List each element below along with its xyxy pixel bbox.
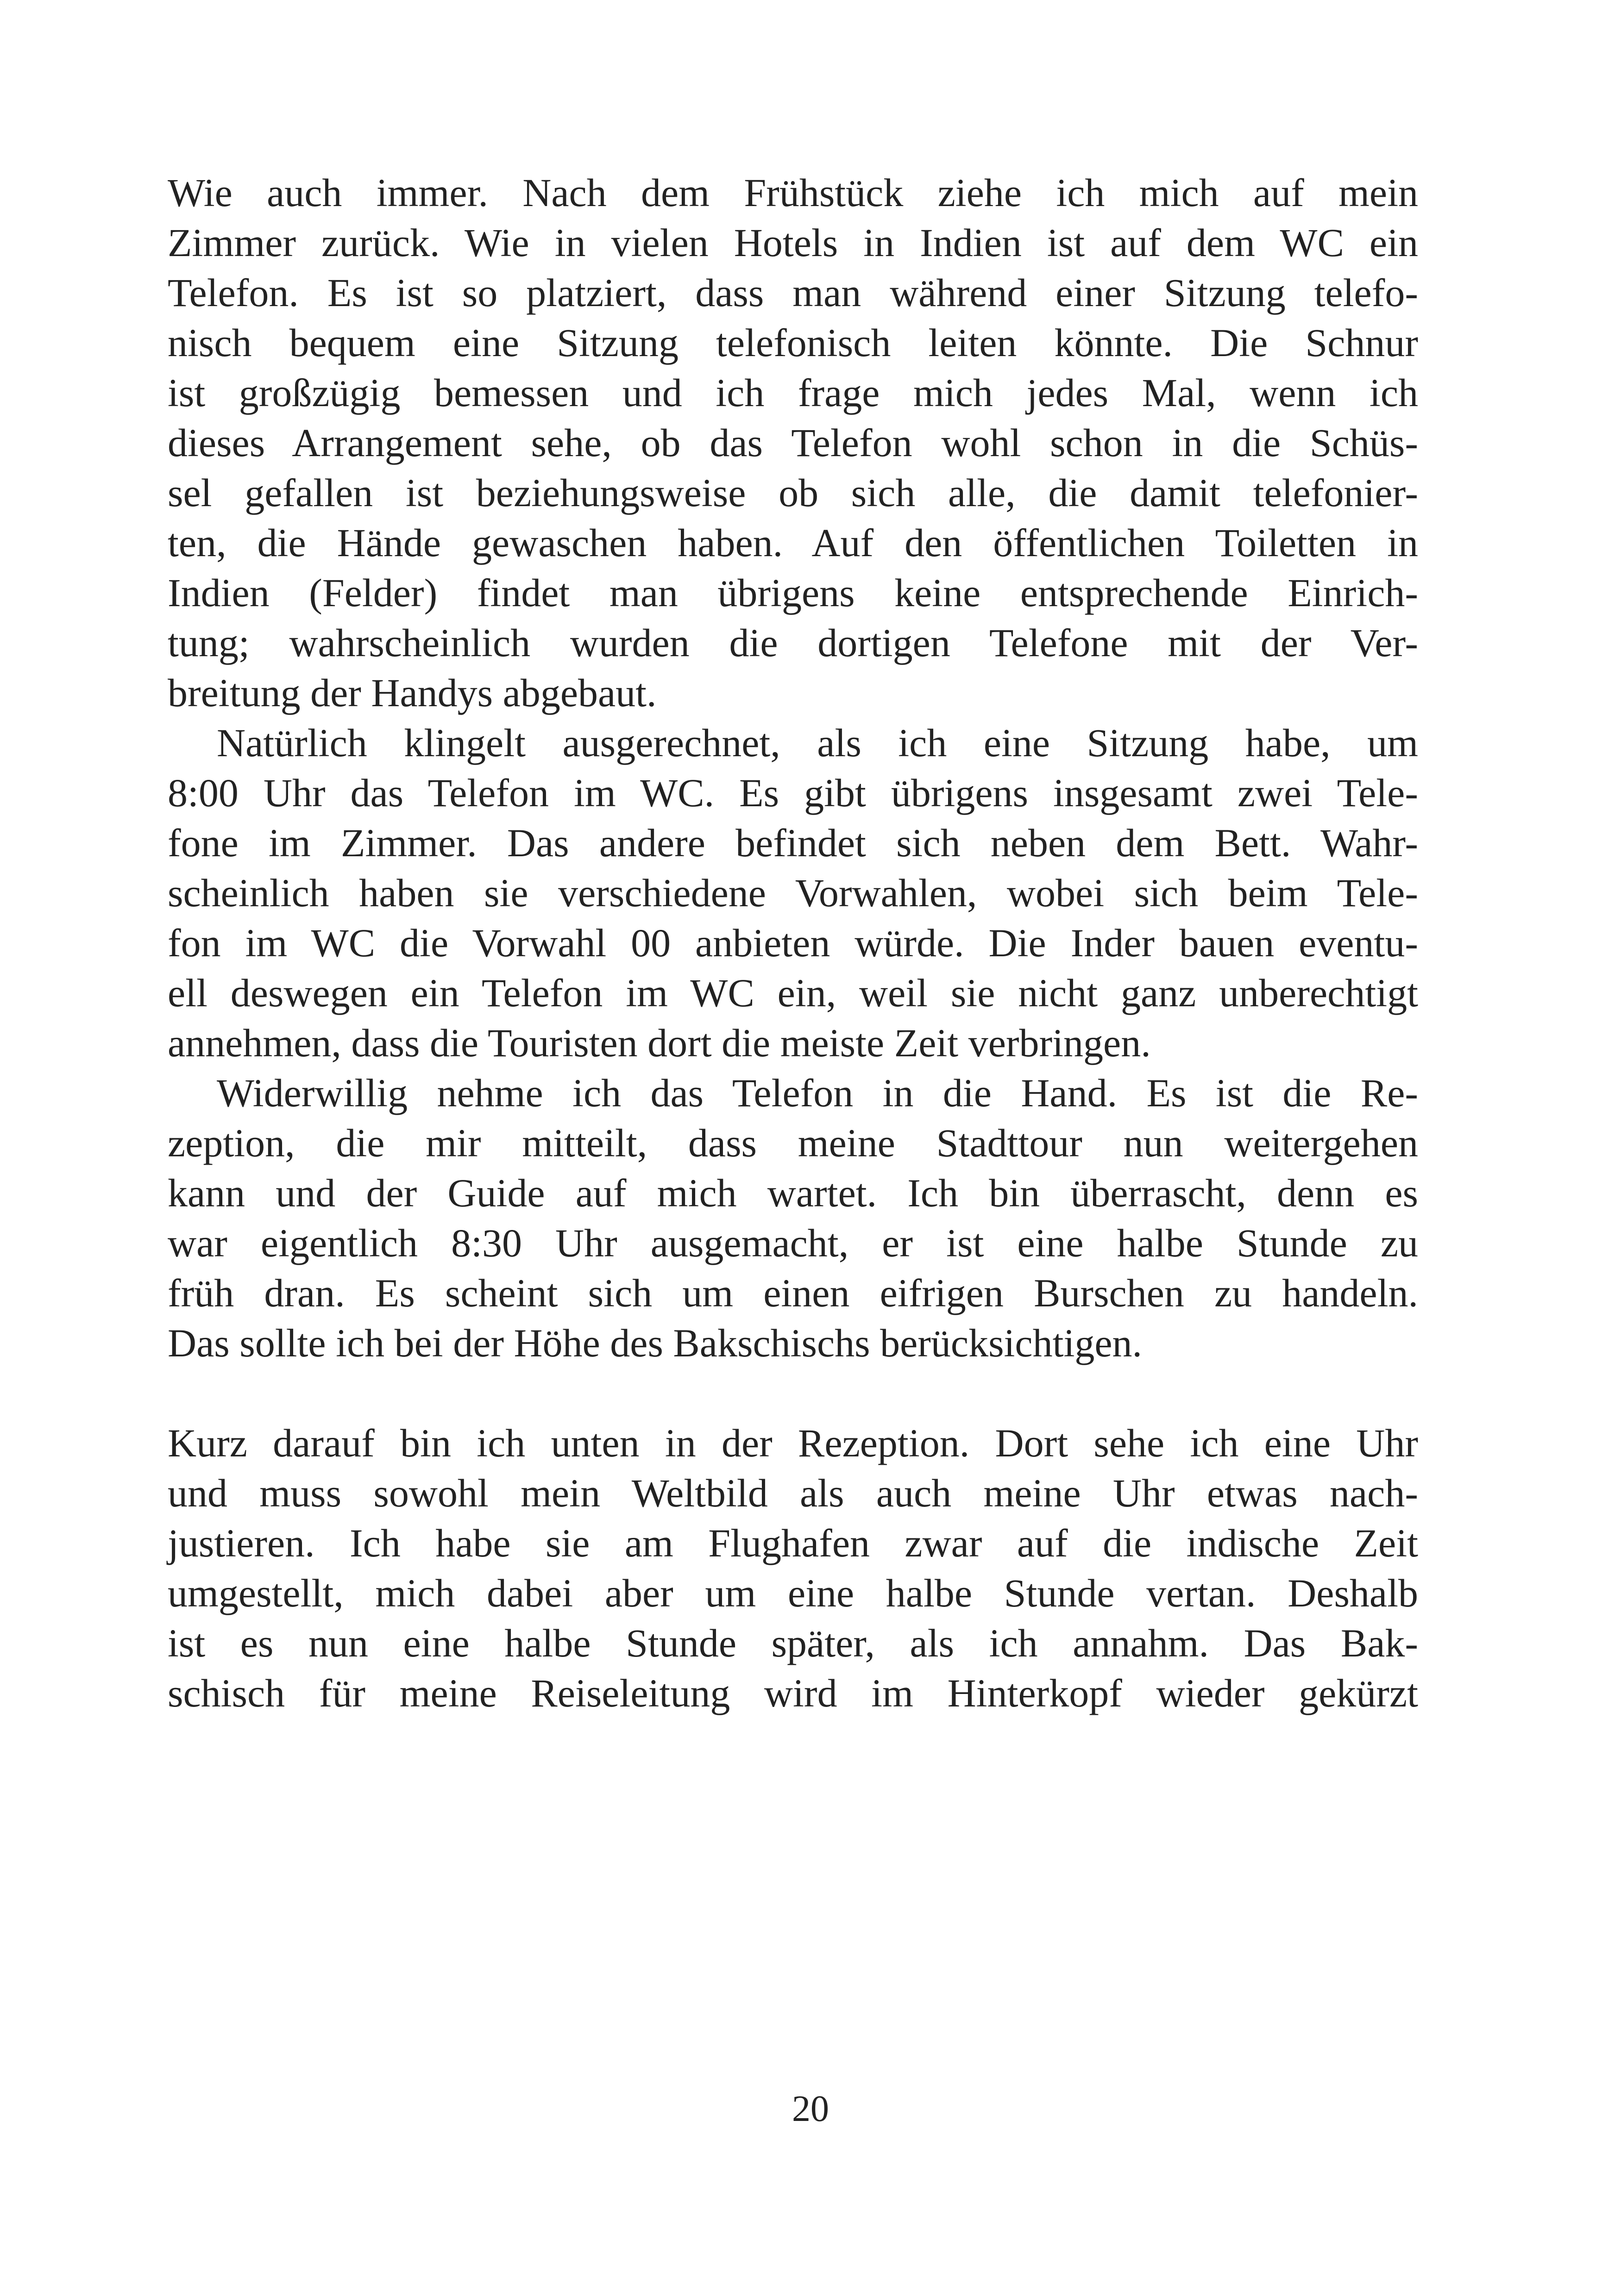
paragraph [168, 1418, 1418, 1718]
section-break [168, 1368, 1418, 1418]
text-line: Widerwillig nehme ich das Telefon in die Hand. Es ist die Re- [217, 1071, 1418, 1115]
text-line: scheinlich haben sie verschiedene Vorwahlen, wobei sich beim Tele- [168, 871, 1418, 915]
page-number: 20 [792, 2089, 829, 2129]
text-line: annehmen, dass die Touristen dort die meiste Zeit verbringen. [168, 1021, 1151, 1065]
text-line: Kurz darauf bin ich unten in der Rezeption. Dort sehe ich eine Uhr [168, 1421, 1418, 1465]
text-line: ell deswegen ein Telefon im WC ein, weil sie nicht ganz unberechtigt [168, 971, 1418, 1015]
text-line: tung; wahrscheinlich wurden die dortigen Telefone mit der Ver- [168, 621, 1418, 665]
text-line: sel gefallen ist beziehungsweise ob sich alle, die damit telefonier- [168, 470, 1418, 515]
text-line: nisch bequem eine Sitzung telefonisch leiten könnte. Die Schnur [168, 320, 1418, 365]
paragraph [168, 1068, 1418, 1368]
text-line: zeption, die mir mitteilt, dass meine Stadttour nun weitergehen [168, 1121, 1418, 1165]
text-line: schisch für meine Reiseleitung wird im Hinterkopf wieder gekürzt [168, 1671, 1418, 1715]
text-line: und muss sowohl mein Weltbild als auch meine Uhr etwas nach- [168, 1471, 1418, 1515]
text-line: Telefon. Es ist so platziert, dass man während einer Sitzung telefo- [168, 270, 1418, 315]
text-line: war eigentlich 8:30 Uhr ausgemacht, er ist eine halbe Stunde zu [168, 1221, 1418, 1265]
text-line: Natürlich klingelt ausgerechnet, als ich eine Sitzung habe, um [217, 721, 1418, 765]
paragraph [168, 718, 1418, 1068]
text-line: kann und der Guide auf mich wartet. Ich bin überrascht, denn es [168, 1171, 1418, 1215]
text-line: Das sollte ich bei der Höhe des Bakschischs berücksichtigen. [168, 1321, 1143, 1365]
text-line: Indien (Felder) findet man übrigens keine entsprechende Einrich- [168, 571, 1418, 615]
text-line: 8:00 Uhr das Telefon im WC. Es gibt übrigens insgesamt zwei Tele- [168, 771, 1418, 815]
text-line: fon im WC die Vorwahl 00 anbieten würde. Die Inder bauen eventu- [168, 921, 1418, 965]
text-line: justieren. Ich habe sie am Flughafen zwar auf die indische Zeit [168, 1521, 1418, 1565]
text-line: ist großzügig bemessen und ich frage mich jedes Mal, wenn ich [168, 370, 1418, 415]
text-line: früh dran. Es scheint sich um einen eifrigen Burschen zu handeln. [168, 1271, 1418, 1315]
text-line: ist es nun eine halbe Stunde später, als ich annahm. Das Bak- [168, 1621, 1418, 1665]
body-text [168, 168, 1418, 1718]
text-line: Zimmer zurück. Wie in vielen Hotels in Indien ist auf dem WC ein [168, 220, 1418, 265]
text-line: breitung der Handys abgebaut. [168, 671, 657, 715]
text-line: umgestellt, mich dabei aber um eine halbe Stunde vertan. Deshalb [168, 1571, 1418, 1615]
paragraph [168, 168, 1418, 718]
text-line: ten, die Hände gewaschen haben. Auf den öffentlichen Toiletten in [168, 521, 1418, 565]
text-line: fone im Zimmer. Das andere befindet sich neben dem Bett. Wahr- [168, 821, 1418, 865]
text-line: Wie auch immer. Nach dem Frühstück ziehe ich mich auf mein [168, 170, 1418, 215]
text-line: dieses Arrangement sehe, ob das Telefon wohl schon in die Schüs- [168, 420, 1418, 465]
